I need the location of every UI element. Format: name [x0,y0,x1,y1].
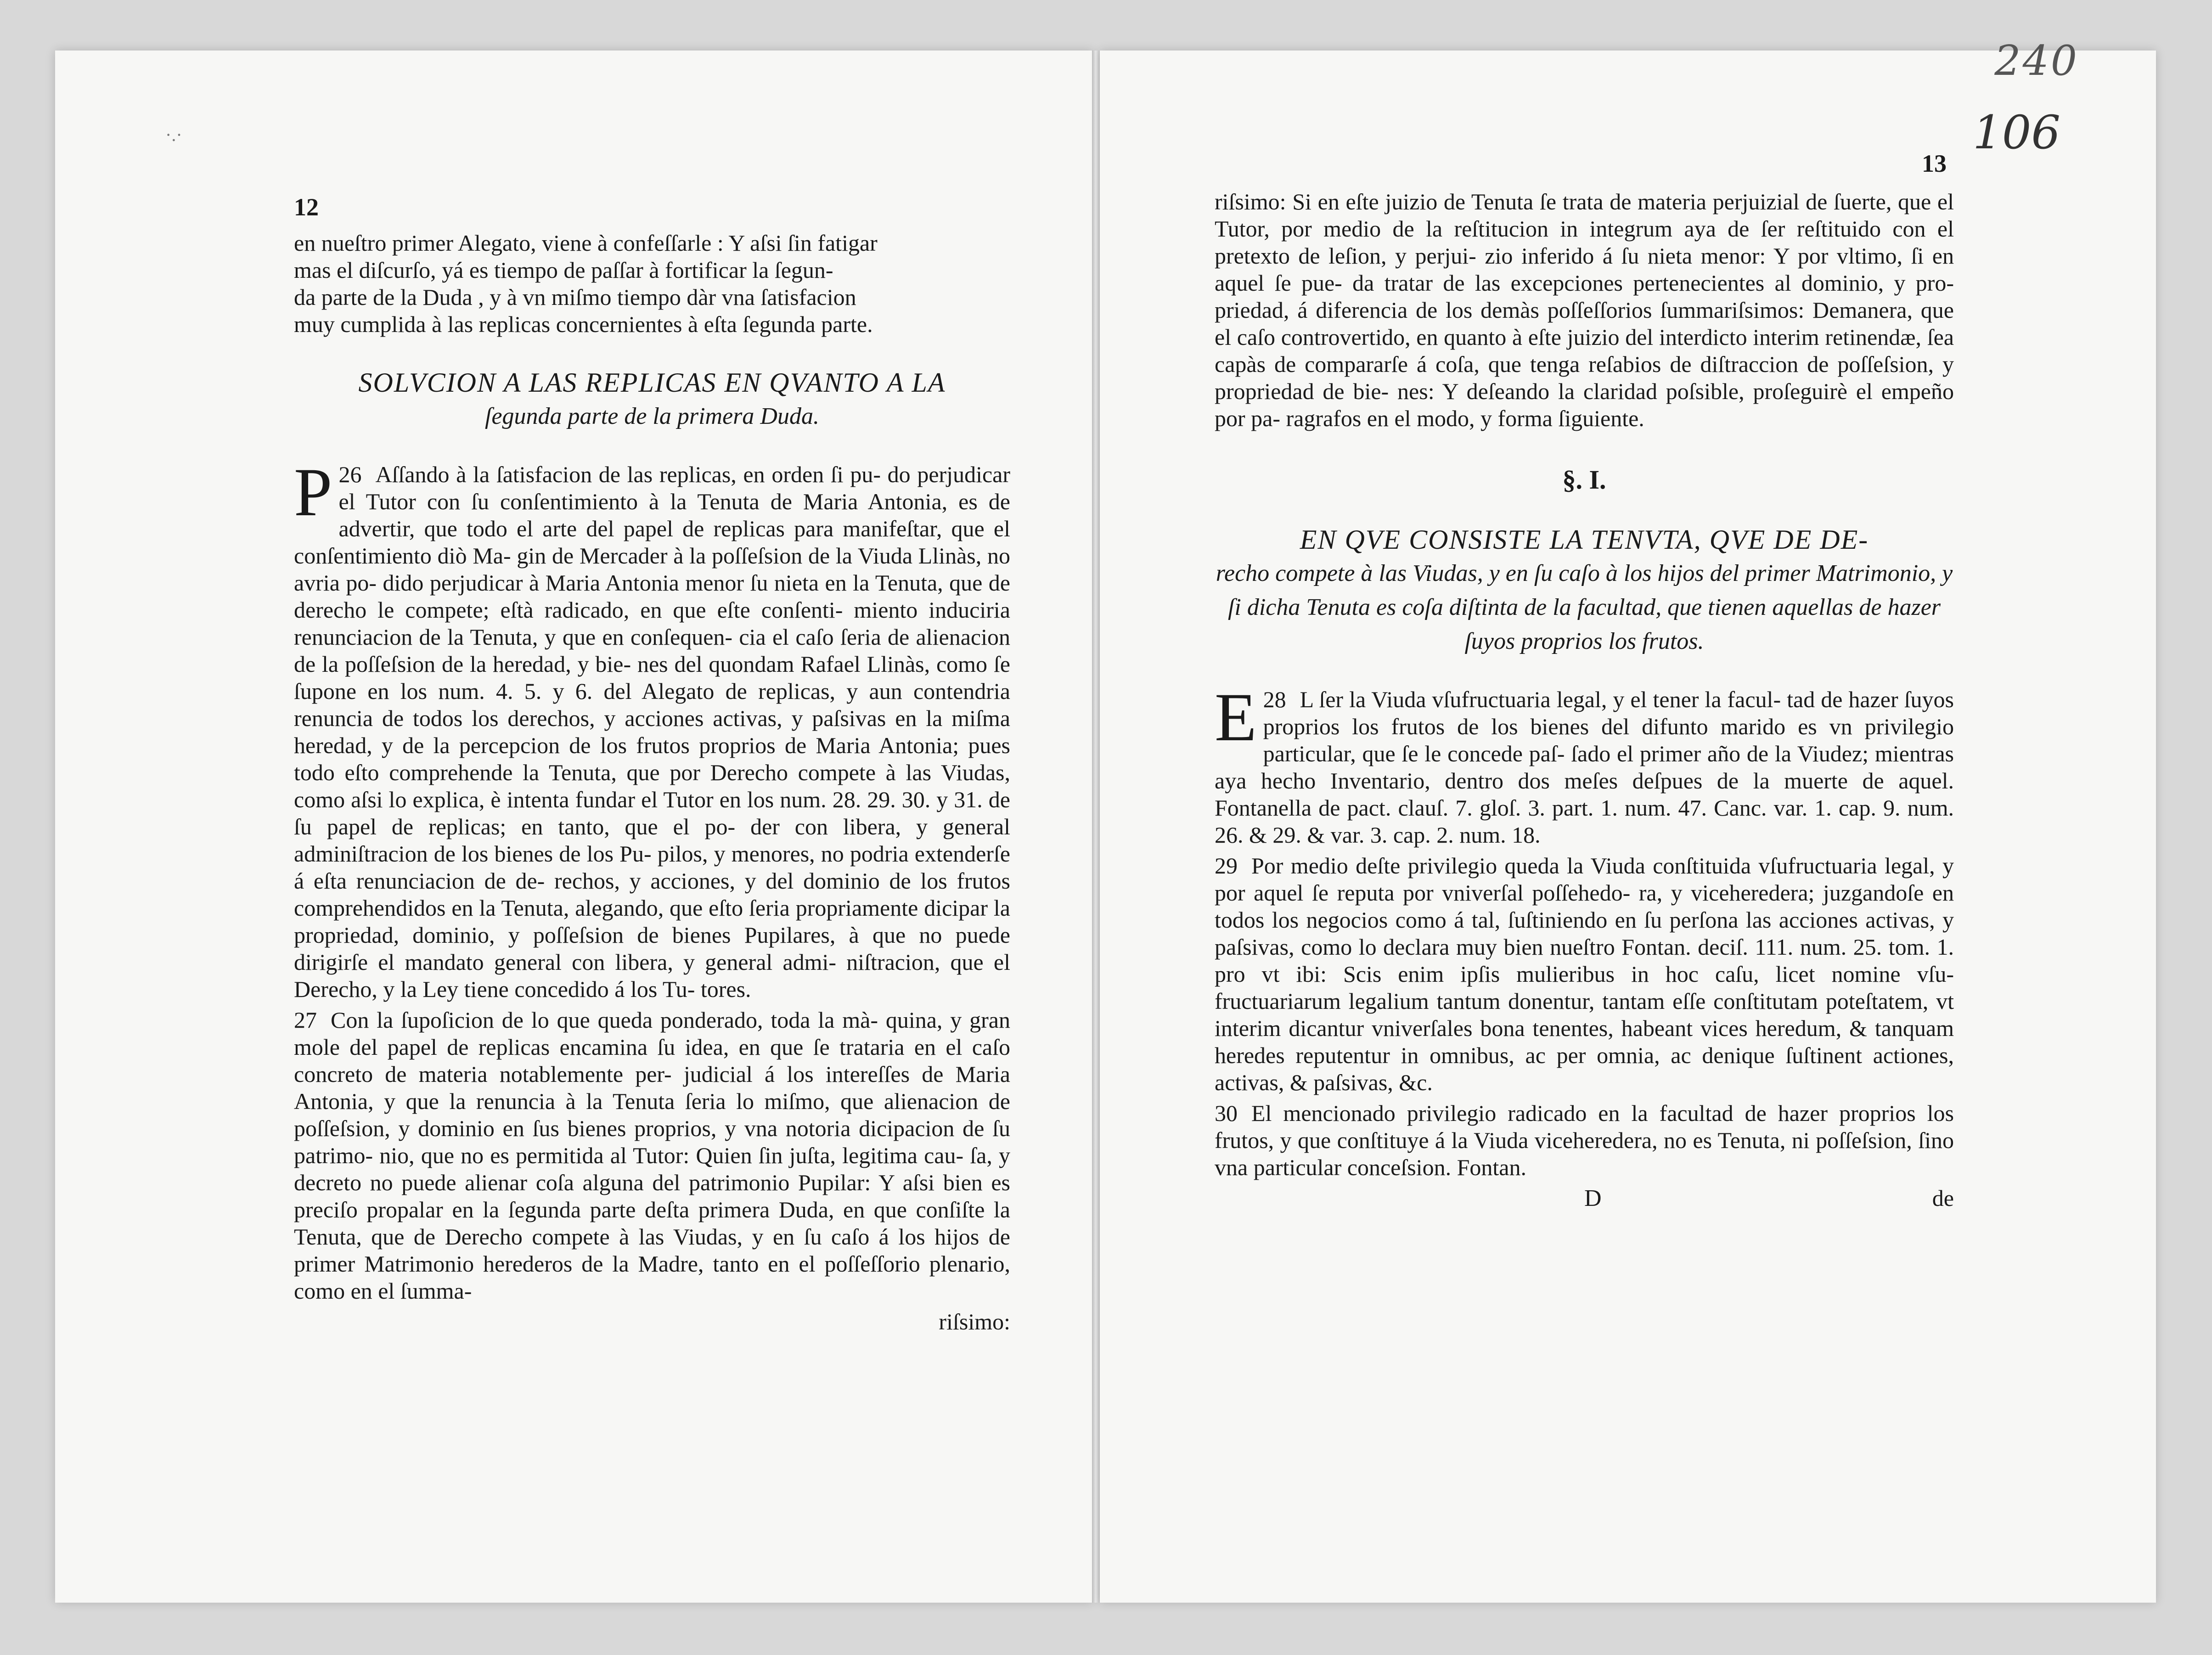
page-number: 13 [1922,150,1947,177]
drop-cap: E [1215,679,1257,755]
right-page [1100,51,2156,1603]
paragraph-number: 28 [1263,687,1286,712]
paragraph-27 [294,1007,1010,1305]
paragraph-text: Con la ſupoſicion de lo que queda ponderado, toda la mà- quina, y gran mole del papel de replicas encamina ſu idea, en que ſe trataria en el caſo concreto de materia notablemente per- judicial á los intereſſes de Maria Antonia, y que la renuncia à la Tenuta ſeria lo miſmo, que alienacion de poſſeſsion, y dominio en ſus bienes proprios, y vna notoria dicipacion de ſu patrimo- nio, que no es permitida al Tutor: Quien ſin juſta, legitima cau- ſa, y decreto no puede alienar coſa alguna del patrimonio Pupilar: Y aſsi bien es preciſo propalar en la ſegunda parte deſta primera Duda, en que conſiſte la Tenuta, que de Derecho compete à las Viudas, y en ſu caſo á los hijos de primer Matrimonio herederos de la Madre, tanto en el poſſeſſorio plenario, como en el ſumma- [294,1007,1010,1304]
page-number: 12 [294,193,319,221]
heading-sub: ſegunda parte de la primera Duda. [485,403,819,429]
page-footer [1215,1185,1954,1212]
paragraph-text: El mencionado privilegio radicado en la facultad de hazer proprios los frutos, y que conſtituye á la Viuda viceheredera, no es Tenuta, ni poſſeſsion, ſino vna particular conceſsion. Fontan. [1215,1100,1954,1180]
text-line: en nueſtro primer Alegato, viene à confeſſarle : Y aſsi ſin fatigar [294,230,878,256]
paragraph-text: Por medio deſte privilegio queda la Viuda conſtituida vſufructuaria legal, y por aquel ſe reputa por vniverſal poſſehedo- ra, y viceheredera; juzgandoſe en todos los negocios como á tal, ſuſtiniendo en ſu perſona las acciones activas, y paſsivas, como lo declara muy bien nueſtro Fontan. deciſ. 111. num. 25. tom. 1. pro vt ibi: Scis enim ipſis mulieribus in hoc caſu, licet nomine vſu- fructuariarum legalium tantum donentur, tantam eſſe conſtitutam poteſtatem, vt interim dicantur vniverſales bona tenentes, habeant vices heredum, & tanquam heredes reputentur in omnibus, ac per omnia, ac denique ſuſtinent actiones, activas, & paſsivas, &c. [1215,853,1954,1095]
left-page [55,51,1093,1603]
handwritten-folio: 106 [1973,106,2060,159]
text-line: muy cumplida à las replicas concernientes à eſta ſegunda parte. [294,311,873,337]
paragraph-28 [1215,679,1954,849]
catchword: riſsimo: [939,1309,1010,1334]
opening-paragraph [294,230,1010,338]
text-line: mas el diſcurſo, yá es tiempo de paſſar à fortificar la ſegun- [294,257,833,283]
paragraph-30 [1215,1100,1954,1181]
paragraph-29 [1215,852,1954,1096]
heading-main: EN QVE CONSISTE LA TENVTA, QVE DE DE- [1300,524,1869,555]
heading-sub: recho compete à las Viudas, y en ſu caſo à los hijos del primer Matrimonio, y ſi dicha Tenuta es coſa diſtinta de la facultad, que tienen aquellas de hazer ſuyos proprios los frutos. [1216,560,1953,654]
paragraph-26 [294,454,1010,1003]
drop-cap: P [294,454,332,530]
corner-mark: ·.· [165,124,182,145]
handwritten-number: 240 [1994,37,2079,85]
paragraph-number: 26 [338,462,362,487]
paragraph-text: L ſer la Viuda vſufructuaria legal, y el tener la facul- tad de hazer ſuyos proprios los frutos de los bienes del difunto marido es vn privilegio particular, que ſe le concede paſ- ſado el primer año de la Viudez; mientras aya hecho Inventario, dentro dos meſes deſpues de la muerte de aquel. Fontanella de pact. clauſ. 7. gloſ. 3. part. 1. num. 47. Canc. var. 1. cap. 9. num. 26. & 29. & var. 3. cap. 2. num. 18. [1215,687,1954,848]
paragraph-text: riſsimo: Si en eſte juizio de Tenuta ſe trata de materia perjuizial de ſuerte, que el Tutor, por medio de la reſtitucion in integrum aya de ſer reſtituido con el pretexto de leſion, y perjui- zio inferido á ſu nieta menor: Y por vltimo, ſi en aquel ſe pue- da tratar de las excepciones pertenecientes al dominio, y pro- priedad, á diferencia de los demàs poſſeſſorios ſummariſsimos: Demanera, que el caſo controvertido, en quanto à eſte juizio del interdicto interim retinendæ, ſea capàs de compararſe á coſa, que tenga reſabios de diſtraccion de poſſeſsion, y propriedad de bie- nes: Y deſeando la claridad poſsible, proſeguirè el empeño por pa- ragrafos en el modo, y forma ſiguiente. [1215,189,1954,431]
left-text-column [294,188,1010,1335]
section-heading [1215,523,1954,659]
heading-main: SOLVCION A LAS REPLICAS EN QVANTO A LA [358,367,946,398]
section-mark: §. I. [1562,465,1606,495]
opening-paragraph [1215,188,1954,432]
paragraph-number: 30 [1215,1100,1238,1126]
paragraph-number: 29 [1215,853,1238,878]
catchword: de [1932,1185,1954,1211]
text-line: da parte de la Duda , y à vn miſmo tiempo dàr vna ſatisfacion [294,284,856,310]
signature-mark: D [1584,1185,1602,1211]
section-heading [294,366,1010,433]
right-text-column [1215,152,1954,1212]
paragraph-number: 27 [294,1007,317,1033]
paragraph-text: Aſſando à la ſatisfacion de las replicas, en orden ſi pu- do perjudicar el Tutor con ſu conſentimiento à la Tenuta de Maria Antonia, es de advertir, que todo el arte del papel de replicas para manifeſtar, que el conſentimiento diò Ma- gin de Mercader à la poſſeſsion de la Viuda Llinàs, no avria po- dido perjudicar à Maria Antonia menor ſu nieta en la Tenuta, que de derecho le compete; eſtà radicado, en que eſte conſenti- miento induciria renunciacion de la Tenuta, y que en conſequen- cia el caſo ſeria de alienacion de la poſſeſsion de la heredad, y bie- nes del quondam Rafael Llinàs, como ſe ſupone en los num. 4. 5. y 6. del Alegato de replicas, y aun contendria renuncia de todos los derechos, y acciones activas, y paſsivas en la miſma heredad, y de la percepcion de los frutos proprios de Maria Antonia; pues todo eſto comprehende la Tenuta, que por Derecho compete à las Viudas, como aſsi lo explica, è intenta fundar el Tutor en los num. 28. 29. 30. y 31. de ſu papel de replicas; en tanto, que el po- der con libera, y general adminiſtracion de los bienes de los Pu- pilos, y menores, no podria extenderſe á eſta renunciacion de de- rechos, y acciones, y del dominio de los frutos comprehendidos en la Tenuta, alegando, que eſto ſeria propriamente dicipar la propriedad, dominio, y poſſeſsion de bienes Pupilares, à que no puede dirigirſe el mandato general con libera, y general admi- niſtracion, que el Derecho, y la Ley tiene concedido á los Tu- tores. [294,462,1010,1002]
